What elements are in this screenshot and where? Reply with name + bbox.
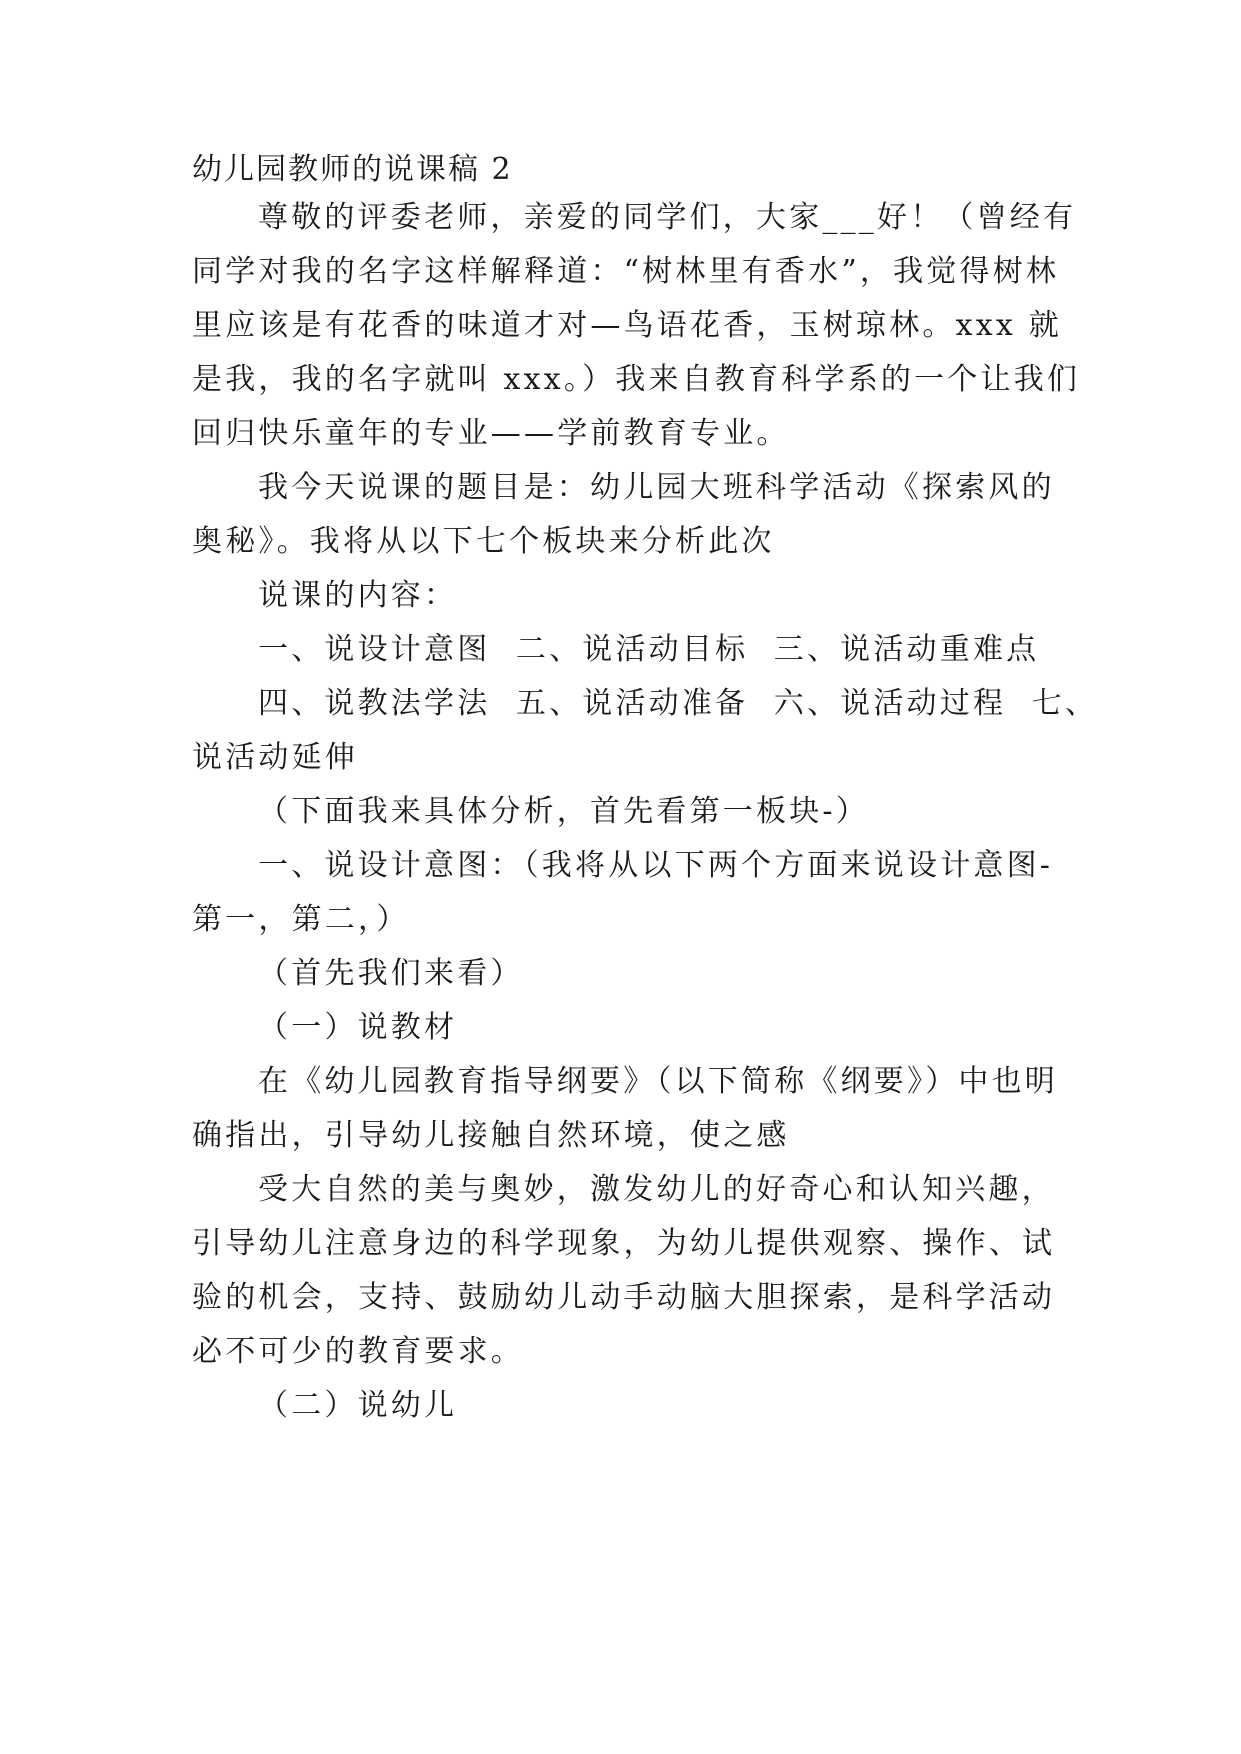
- text-line: 说课的内容：: [258, 578, 458, 613]
- text-line: 一、说设计意图 二、说活动目标 三、说活动重难点: [258, 632, 1040, 667]
- text-line: 四、说教法学法 五、说活动准备 六、说活动过程 七、: [258, 686, 1099, 721]
- text-line: 奥秘》。我将从以下七个板块来分析此次: [192, 524, 775, 559]
- text-line: 我今天说课的题目是：幼儿园大班科学活动《探索风的: [258, 470, 1055, 505]
- text-line: 在《幼儿园教育指导纲要》（以下简称《纲要》）中也明: [258, 1064, 1058, 1099]
- text-line: 受大自然的美与奥妙，激发幼儿的好奇心和认知兴趣，: [258, 1172, 1055, 1207]
- text-line: 引导幼儿注意身边的科学现象，为幼儿提供观察、操作、试: [192, 1226, 1056, 1261]
- text-line: 是我，我的名字就叫 xxx。）我来自教育科学系的一个让我们: [192, 362, 1081, 397]
- text-line: 回归快乐童年的专业——学前教育专业。: [192, 416, 790, 451]
- text-line: 尊敬的评委老师，亲爱的同学们，大家___好！（曾经有: [258, 200, 1077, 235]
- text-line: 说活动延伸: [192, 740, 358, 775]
- section-heading: （一）说教材: [258, 1010, 458, 1045]
- document-title: 幼儿园教师的说课稿 2: [192, 152, 513, 187]
- section-heading: （二）说幼儿: [258, 1388, 458, 1423]
- text-line: 第一，第二，）: [192, 902, 410, 937]
- text-line: 同学对我的名字这样解释道：“树林里有香水”，我觉得树林: [192, 254, 1060, 289]
- text-line: （下面我来具体分析，首先看第一板块-）: [258, 794, 869, 829]
- text-line: 一、说设计意图：（我将从以下两个方面来说设计意图-: [258, 848, 1054, 883]
- text-line: 确指出，引导幼儿接触自然环境，使之感: [192, 1118, 790, 1153]
- text-line: 里应该是有花香的味道才对—鸟语花香，玉树琼林。xxx 就: [192, 308, 1062, 343]
- text-line: （首先我们来看）: [258, 956, 524, 991]
- text-line: 必不可少的教育要求。: [192, 1334, 524, 1369]
- text-line: 验的机会，支持、鼓励幼儿动手动脑大胆探索，是科学活动: [192, 1280, 1056, 1315]
